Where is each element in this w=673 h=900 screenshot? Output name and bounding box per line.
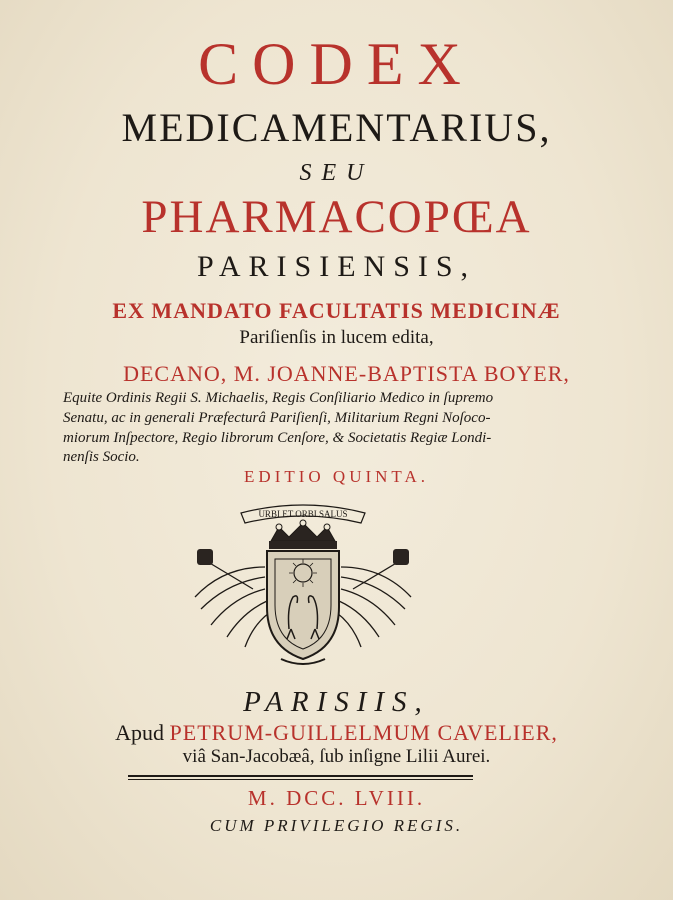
equite-line: Equite Ordinis Regii S. Michaelis, Regis Conſiliario Medico in ſupremo bbox=[63, 390, 494, 406]
editio-line: EDITIO QUINTA. bbox=[244, 467, 429, 486]
double-rule-bottom bbox=[128, 779, 473, 780]
title-parisiensis: PARISIENSIS, bbox=[196, 250, 477, 283]
equite-line: nenſis Socio. bbox=[63, 449, 140, 465]
coat-of-arms-emblem bbox=[183, 497, 423, 672]
ex-mandato-line: EX MANDATO FACULTATIS MEDICINÆ bbox=[112, 298, 561, 323]
crest-motto: URBI ET ORBI SALUS bbox=[258, 509, 348, 519]
title-codex: CODEX bbox=[198, 31, 475, 97]
title-pharmacopoea: PHARMACOPŒA bbox=[141, 191, 532, 243]
edita-line: Pariſienſis in lucem edita, bbox=[239, 327, 434, 348]
address-line: viâ San-Jacobæâ, ſub inſigne Lilii Aurei. bbox=[182, 746, 491, 767]
apud-word: Apud bbox=[115, 720, 165, 745]
place-parisiis: PARISIIS, bbox=[243, 686, 430, 718]
privilege-line: CUM PRIVILEGIO REGIS. bbox=[209, 816, 464, 835]
equite-line: miorum Inſpectore, Regio librorum Cenſore, & Societatis Regiæ Londi- bbox=[63, 430, 492, 446]
imprint-line bbox=[0, 720, 673, 746]
title-medicamentarius: MEDICAMENTARIUS, bbox=[121, 105, 552, 150]
double-rule-top bbox=[128, 775, 473, 777]
publisher-name: PETRUM-GUILLELMUM CAVELIER, bbox=[169, 720, 558, 745]
decano-line: DECANO, M. JOANNE-BAPTISTA BOYER, bbox=[123, 361, 570, 386]
imprint-year: M. DCC. LVIII. bbox=[247, 786, 426, 810]
equite-line: Senatu, ac in generali Præfecturâ Pariſienſi, Militarium Regni Noſoco- bbox=[63, 410, 491, 426]
title-seu: SEU bbox=[299, 160, 374, 186]
